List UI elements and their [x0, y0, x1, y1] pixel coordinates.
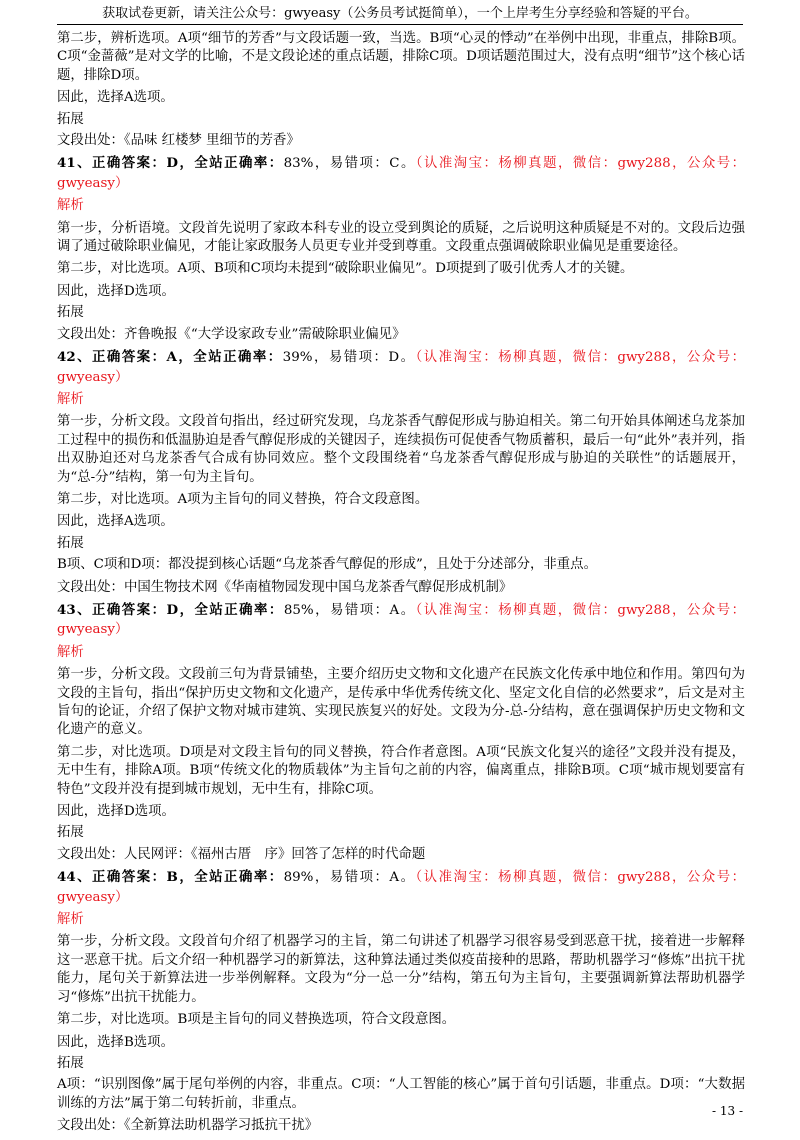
- prev-question-tail: [57, 30, 745, 150]
- promo-text: （认准淘宝：杨柳真题，微信：gwy288，公众号：gwyeasy）: [57, 350, 745, 385]
- paragraph: 第一步，分析文段。文段首句指出，经过研究发现，乌龙茶香气醇促形成与胁迫相关。第二句开始具体阐述乌龙茶加工过程中的损伤和低温胁迫是香气醇促形成的关键因子，连续损伤可促使香气物质蓄积，最后一句“此外”表并列，指出双胁迫还对乌龙茶香气合成有协同效应。整个文段围绕着“乌龙茶香气醇促形成与胁迫的关联性”的话题展开，为“总-分”结构，第一句为主旨句。: [57, 414, 745, 485]
- paragraph: B项、C项和D项：都没提到核心话题“乌龙茶香气醇促的形成”，且处于分述部分，非重点。: [57, 557, 597, 573]
- conclusion-line: 因此，选择D选项。: [57, 804, 175, 820]
- answer-tail: 83%，易错项：C。: [283, 156, 416, 172]
- extension-label: 拓展: [57, 535, 84, 551]
- promo-text: （认准淘宝：杨柳真题，微信：gwy288，公众号：gwyeasy）: [57, 870, 745, 905]
- answer-tail: 85%，易错项：A。: [283, 602, 416, 618]
- conclusion-line: 因此，选择B选项。: [57, 1034, 174, 1050]
- question-42: [57, 348, 745, 597]
- answer-stats: A，全站正确率：: [166, 349, 283, 366]
- analysis-label: 解析: [57, 198, 84, 214]
- answer-line: [57, 154, 745, 193]
- conclusion-line: 因此，选择A选项。: [57, 90, 174, 106]
- question-44: [57, 868, 745, 1135]
- paragraph: 第一步，分析文段。文段前三句为背景铺垫，主要介绍历史文物和文化遗产在民族文化传承中地位和作用。第四句为文段的主旨句，指出“保护历史文物和文化遗产，是传承中华优秀传统文化、坚定文化自信的必然要求”，后文是对主旨句的论证，介绍了保护文物对城市建筑、实现民族复兴的好处。文段为分-总-分结构，意在强调保护历史文物和文化遗产的意义。: [57, 667, 745, 738]
- page-header: 获取试卷更新，请关注公众号：gwyeasy（公务员考试挺简单），一个上岸考生分享经验和答疑的平台。: [102, 6, 698, 21]
- paragraph: 第二步，对比选项。A项为主旨句的同义替换，符合文段意图。: [57, 491, 429, 507]
- header-divider: [57, 24, 743, 25]
- promo-text: （认准淘宝：杨柳真题，微信：gwy288，公众号：gwyeasy）: [57, 602, 745, 638]
- paragraph: 第二步，对比选项。A项、B项和C项均未提到“破除职业偏见”。D项提到了吸引优秀人才的关键。: [57, 261, 634, 277]
- paragraph: 第二步，对比选项。B项是主旨句的同义替换选项，符合文段意图。: [57, 1012, 456, 1028]
- document-body: [57, 30, 745, 1140]
- question-41: [57, 154, 745, 344]
- answer-tail: 89%，易错项：A。: [283, 870, 416, 886]
- answer-line: [57, 601, 745, 640]
- answer-stats: D，全站正确率：: [166, 155, 284, 172]
- analysis-label: 解析: [57, 912, 84, 928]
- analysis-label: 解析: [57, 644, 84, 660]
- answer-label: 41、正确答案：: [57, 155, 167, 172]
- page-number: - 13 -: [711, 1104, 743, 1118]
- conclusion-line: 因此，选择A选项。: [57, 514, 174, 530]
- answer-line: [57, 868, 745, 907]
- answer-label: 42、正确答案：: [57, 349, 167, 366]
- answer-label: 44、正确答案：: [57, 869, 167, 886]
- answer-label: 43、正确答案：: [57, 601, 167, 618]
- question-43: [57, 601, 745, 864]
- answer-tail: 39%，易错项：D。: [282, 350, 416, 366]
- extension-label: 拓展: [57, 825, 84, 841]
- source-line: 文段出处：中国生物技术网《华南植物园发现中国乌龙茶香气醇促形成机制》: [57, 579, 513, 595]
- step-two-paragraph: 第二步，辨析选项。A项“细节的芳香”与文段话题一致，当选。B项“心灵的悸动”在举例中出现，非重点，排除B项。C项“金蔷薇”是对文学的比喻，不是文段论述的重点话题，排除C项。D项话题范围过大，没有点明“细节”这个核心话题，排除D项。: [57, 31, 745, 83]
- answer-line: [57, 348, 745, 387]
- source-line: 文段出处：人民网评：《福州古厝 序》回答了怎样的时代命题: [57, 846, 426, 862]
- source-line: 文段出处：《全新算法助机器学习抵抗干扰》: [57, 1118, 319, 1134]
- paragraph: 第一步，分析文段。文段首句介绍了机器学习的主旨，第二句讲述了机器学习很容易受到恶意干扰，接着进一步解释这一恶意干扰。后文介绍一种机器学习的新算法，这种算法通过类似疫苗接种的思路，帮助机器学习“修炼”出抗干扰能力，尾句关于新算法进一步举例解释。文段为“分一总一分”结构，第五句为主旨句，主要强调新算法帮助机器学习“修炼”出抗干扰能力。: [57, 934, 745, 1005]
- answer-stats: B，全站正确率：: [166, 869, 284, 886]
- extension-label: 拓展: [57, 111, 84, 127]
- extension-label: 拓展: [57, 1055, 84, 1071]
- promo-text: （认准淘宝：杨柳真题，微信：gwy288，公众号：gwyeasy）: [57, 156, 745, 191]
- paragraph: A项：“识别图像”属于尾句举例的内容，非重点。C项：“人工智能的核心”属于首句引话题，非重点。D项：“大数据训练的方法”属于第二句转折前，非重点。: [57, 1077, 745, 1111]
- analysis-label: 解析: [57, 391, 84, 407]
- source-line: 文段出处：齐鲁晚报《“大学设家政专业”需破除职业偏见》: [57, 326, 406, 342]
- paragraph: 第一步，分析语境。文段首先说明了家政本科专业的设立受到舆论的质疑，之后说明这种质疑是不对的。文段后边强调了通过破除职业偏见，才能让家政服务人员更专业并受到尊重。文段重点强调破除职业偏见是重要途径。: [57, 220, 745, 255]
- conclusion-line: 因此，选择D选项。: [57, 283, 175, 299]
- source-line: 文段出处：《品味 红楼梦 里细节的芳香》: [57, 133, 300, 149]
- extension-label: 拓展: [57, 305, 84, 321]
- paragraph: 第二步，对比选项。D项是对文段主旨句的同义替换，符合作者意图。A项“民族文化复兴的途径”文段并没有提及，无中生有，排除A项。B项“传统文化的物质载体”为主旨句之前的内容，偏离重点，排除B项。C项“城市规划要富有特色”文段并没有提到城市规划，无中生有，排除C项。: [57, 744, 745, 797]
- answer-stats: D，全站正确率：: [166, 601, 284, 618]
